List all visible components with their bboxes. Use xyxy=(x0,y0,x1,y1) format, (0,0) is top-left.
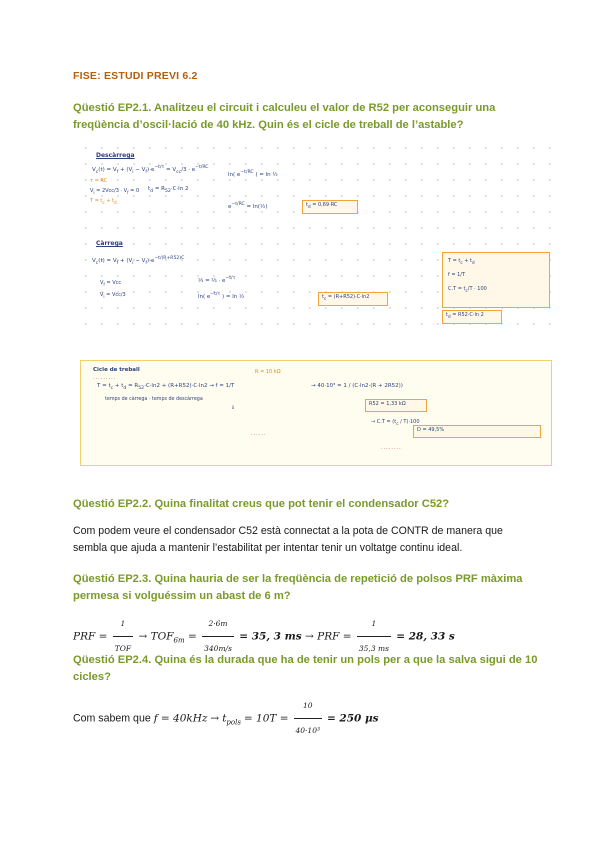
equation-ep2-4 xyxy=(73,694,538,743)
fraction-numerator: 10 xyxy=(294,694,322,719)
prf-result: = 28, 33 s xyxy=(396,630,455,643)
handwritten-result: $t_c = (R+R52)\cdot C\cdot\ln 2$ xyxy=(322,294,370,301)
tof-result: = 35, 3 ms xyxy=(239,630,302,643)
handwritten-note: f = 1/T xyxy=(448,272,466,278)
red-underline: ........ xyxy=(381,445,402,451)
question-ep2-2: Qüestió EP2.2. Quina finalitat creus que pot tenir el condensador C52? xyxy=(73,498,450,510)
fraction-numerator: 1 xyxy=(113,612,133,637)
handwritten-equation: $t_d = R_{52}\cdot C\cdot\ln$ 2 xyxy=(148,186,189,195)
handwritten-equation: ln( $e^{-t/\tau}$ ) = ln ½ xyxy=(198,292,245,300)
notes-heading-discharge: Descàrrega xyxy=(96,152,135,159)
arrow: → xyxy=(210,712,220,725)
handwritten-note: → $C.T = (t_c / T)\cdot 100$ xyxy=(371,419,420,426)
question-ep2-4: Qüestió EP2.4. Quina és la durada que ha de tenir un pols per a que la salva sigui de 10 cicles? xyxy=(73,654,538,683)
boxed-result-label: R52 = 1,33 kΩ xyxy=(369,401,406,407)
answer-lead-text: Com sabem que xyxy=(73,712,151,725)
prf-symbol: PRF xyxy=(73,630,96,643)
handwritten-note: R = 10 kΩ xyxy=(255,369,281,375)
handwritten-equation: $e^{-t/RC}$ = ln(½) xyxy=(228,202,268,210)
handwritten-equation: $V_c(t) = V_f + (V_i - V_f)\cdot e^{-t/(R+R52)C}$ xyxy=(92,256,185,266)
answer-ep2-2: Com podem veure el condensador C52 està connectat a la pota de CONTR de manera que sembla que ajuda a mantenir l’estabilitat per intentar tenir un voltatge continu ideal. xyxy=(73,525,503,554)
handwritten-result: $t_d = R52\cdot C\cdot\ln$ 2 xyxy=(446,312,484,319)
fraction-denominator: 35,3 ms xyxy=(358,644,389,653)
handwritten-note: $V_f$ = Vcc xyxy=(100,280,122,287)
notes-heading-charge: Càrrega xyxy=(96,240,123,247)
red-underline: ......... xyxy=(93,375,117,381)
handwritten-equation: $V_c(t) = V_f + (V_i - V_f)\cdot e^{-t/\tau} = V_{cc}/3 \cdot e^{-t/RC}$ xyxy=(92,165,209,175)
fraction-10-over-f xyxy=(294,694,322,743)
handwritten-equation: ln( $e^{-t/RC}$ ) = ln ½ xyxy=(228,170,278,178)
handwritten-notes-image-2 xyxy=(80,360,552,466)
handwritten-equation: $T = t_c + t_d = R_{52}\cdot C\cdot\ln 2 + (R+R52)\cdot C\cdot\ln 2 \to f = 1/T$ xyxy=(97,383,235,392)
handwritten-note: temps de càrrega · temps de descàrrega xyxy=(105,397,203,402)
notes-heading-duty: Cicle de treball xyxy=(93,367,140,373)
t-symbol: t xyxy=(222,712,227,725)
handwritten-note: $V_i = Vcc/3$ xyxy=(100,292,126,299)
boxed-result-label: D = 49,5% xyxy=(417,427,445,433)
handwritten-note: $T = t_c + t_d$ xyxy=(90,198,117,205)
frequency-value: f = 40kHz xyxy=(153,712,208,725)
handwritten-result: $t_d = 0,69\cdot RC$ xyxy=(306,202,338,209)
arrow: → xyxy=(138,630,148,643)
pulse-duration-result: = 250 μs xyxy=(326,712,379,725)
t-subscript: pols xyxy=(226,718,241,727)
handwritten-note: $V_i = 2Vcc/3 \cdot V_f = 0$ xyxy=(90,188,140,195)
tof-subscript: 6m xyxy=(173,636,185,645)
handwritten-equation: ⅓ = ⅔ · $e^{-t/\tau}$ xyxy=(198,276,236,284)
handwritten-notes-image-1 xyxy=(78,140,552,336)
question-ep2-1: Qüestió EP2.1. Analitzeu el circuit i calculeu el valor de R52 per aconseguir una freqüència d’oscil·lació de 40 kHz. Quin és el cicle de treball de l’astable? xyxy=(73,102,496,131)
handwritten-equation: → 40·10³ = 1 / (C·ln2·(R + 2R52)) xyxy=(311,383,403,389)
tof-symbol: TOF xyxy=(150,630,174,643)
fraction-denominator: 340m/s xyxy=(204,644,232,653)
equals-sign: = xyxy=(98,630,108,643)
fraction-denominator: 40·10³ xyxy=(295,726,320,735)
red-underline: ...... xyxy=(251,431,267,437)
page-title: FISE: ESTUDI PREVI 6.2 xyxy=(73,70,198,82)
handwritten-note: $T = t_c + t_d$ xyxy=(448,258,475,265)
fraction-numerator: 2·6m xyxy=(202,612,234,637)
handwritten-note: $C.T = t_c/T \cdot 100$ xyxy=(448,286,487,293)
handwritten-note: ⇓ xyxy=(231,405,236,411)
handwritten-note: τ = RC xyxy=(90,178,108,184)
fraction-numerator: 1 xyxy=(357,612,391,637)
arrow: → xyxy=(304,630,314,643)
question-ep2-3: Qüestió EP2.3. Quina hauria de ser la freqüència de repetició de polsos PRF màxima permesa si volguéssim un abast de 6 m? xyxy=(73,573,523,602)
equals-sign: = xyxy=(187,630,197,643)
ten-periods: = 10T = xyxy=(243,712,289,725)
fraction-denominator: TOF xyxy=(114,644,132,653)
prf-equals: PRF = xyxy=(317,630,352,643)
